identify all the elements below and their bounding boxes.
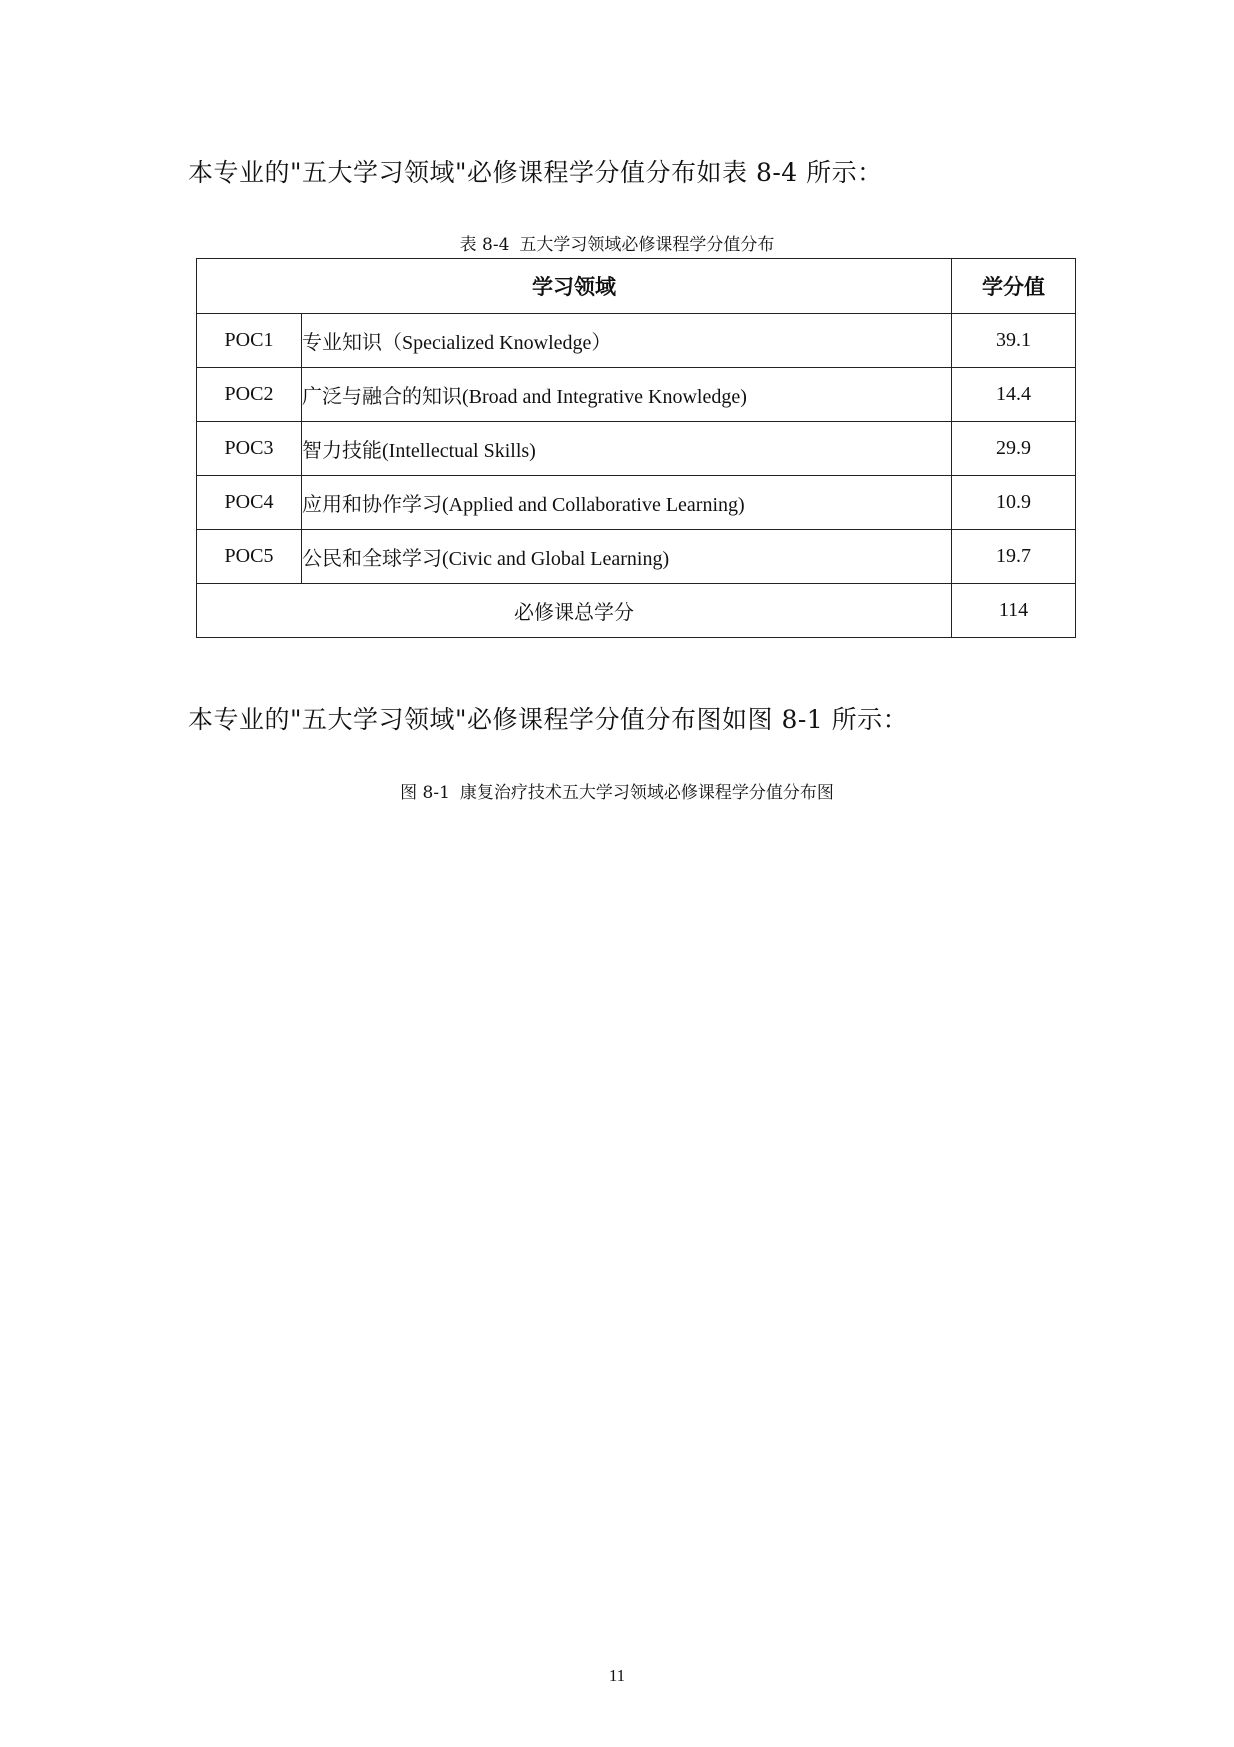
domain-name: 应用和协作学习(Applied and Collaborative Learning): [302, 476, 952, 530]
domain-code: POC1: [197, 314, 302, 368]
table-total-row: [197, 584, 1076, 638]
credit-value: 19.7: [952, 530, 1076, 584]
credit-distribution-table: [196, 258, 1076, 638]
domain-name: 专业知识（Specialized Knowledge）: [302, 314, 952, 368]
intro-paragraph: 本专业的"五大学习领域"必修课程学分值分布如表 8-4 所示：: [188, 158, 883, 187]
table-row: [197, 476, 1076, 530]
credit-value: 10.9: [952, 476, 1076, 530]
domain-name: 智力技能(Intellectual Skills): [302, 422, 952, 476]
table-header-row: [197, 259, 1076, 314]
table-row: [197, 314, 1076, 368]
figure-caption-number: 图 8-1: [400, 783, 450, 803]
domain-code: POC4: [197, 476, 302, 530]
domain-code: POC5: [197, 530, 302, 584]
domain-code: POC2: [197, 368, 302, 422]
table-row: [197, 422, 1076, 476]
credit-value: 14.4: [952, 368, 1076, 422]
figure-caption-title: 康复治疗技术五大学习领域必修课程学分值分布图: [459, 783, 834, 803]
header-credit-value: 学分值: [952, 259, 1076, 314]
table-row: [197, 530, 1076, 584]
figure-caption: [0, 778, 1234, 803]
header-learning-domain: 学习领域: [197, 259, 952, 314]
total-credits-value: 114: [952, 584, 1076, 638]
page-number: 11: [608, 1666, 626, 1685]
table-row: [197, 368, 1076, 422]
table-caption-title: 五大学习领域必修课程学分值分布: [519, 235, 775, 255]
credit-value: 29.9: [952, 422, 1076, 476]
domain-name: 公民和全球学习(Civic and Global Learning): [302, 530, 952, 584]
domain-code: POC3: [197, 422, 302, 476]
table-caption-number: 表 8-4: [459, 235, 510, 255]
domain-name: 广泛与融合的知识(Broad and Integrative Knowledge): [302, 368, 952, 422]
figure-intro-paragraph: 本专业的"五大学习领域"必修课程学分值分布图如图 8-1 所示：: [188, 705, 909, 734]
total-credits-label: 必修课总学分: [197, 584, 952, 638]
credit-value: 39.1: [952, 314, 1076, 368]
table-caption: [0, 230, 1234, 255]
